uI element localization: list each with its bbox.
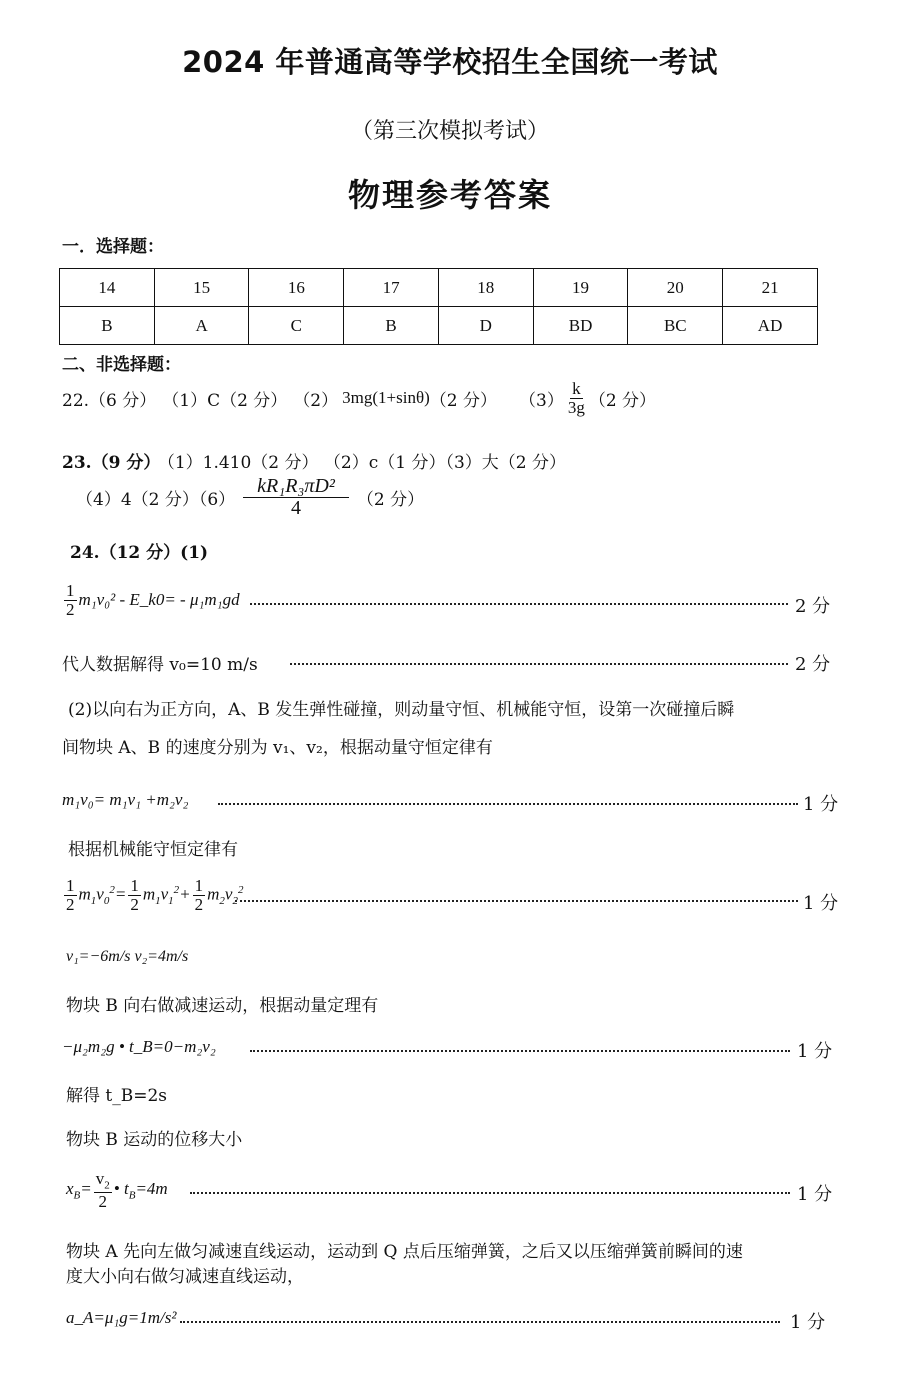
half-fraction: $\frac{1}{2}$	[194, 876, 204, 914]
answer-cell: C	[249, 307, 344, 345]
q24-velocity-results: v₁=−6m/s v₂=4m/s	[66, 948, 189, 965]
q24-a-motion-text-line2: 度大小向右做匀减速直线运动，	[66, 1267, 304, 1287]
half-fraction: $\frac{1}{2}$	[66, 581, 75, 619]
q24-energy-equation	[62, 877, 243, 914]
q24-displacement-equation	[66, 1170, 168, 1211]
fraction-denominator: 3g	[567, 397, 585, 417]
dot-leader	[290, 663, 788, 665]
answer-cell: AD	[723, 307, 818, 345]
q22-part2-suffix: （2 分）	[429, 390, 497, 411]
q24-label: 24.（12 分）(1)	[70, 543, 209, 563]
question-number-row	[60, 269, 818, 307]
score-label: 1 分	[803, 893, 839, 914]
dot-leader	[250, 603, 788, 605]
question-number: 19	[533, 269, 628, 307]
q24-acceleration-equation: a_A=μ₁g=1m/s²	[66, 1308, 177, 1327]
q24-energy-text: 根据机械能守恒定律有	[68, 840, 238, 860]
q24-b-deceleration-text: 物块 B 向右做减速运动，根据动量定理有	[66, 996, 379, 1016]
q22-part3-prefix: （3）	[519, 390, 564, 411]
score-label: 1 分	[790, 1312, 826, 1333]
answer-row	[60, 307, 818, 345]
question-number: 17	[344, 269, 439, 307]
q23-line1	[62, 448, 566, 473]
q23-parts-4-6-prefix: （4）4（2 分）（6）	[76, 490, 236, 510]
fraction-numerator: kR₁R₃πD²	[243, 476, 349, 498]
q22-part3-suffix: （2 分）	[588, 390, 657, 411]
dot-leader	[190, 1192, 790, 1194]
dot-leader	[180, 1321, 780, 1323]
section-2-heading: 二、非选择题：	[62, 355, 181, 375]
q22-label: 22.（6 分）	[62, 390, 157, 411]
q24-equation-1	[62, 582, 240, 619]
q23-line2	[76, 476, 424, 519]
question-number: 14	[60, 269, 155, 307]
velocity-half-fraction: $\frac{v_2}{2}$	[95, 1169, 110, 1211]
q24-part2-text-line2: 间物块 A、B 的速度分别为 v₁、v₂，根据动量守恒定律有	[62, 738, 493, 758]
score-label: 1 分	[797, 1184, 833, 1205]
q23-label: 23.（9 分）	[62, 453, 161, 473]
question-number: 21	[723, 269, 818, 307]
q22-part2-prefix: （2）	[293, 390, 339, 411]
q23-parts-1-3: （1）1.410（2 分） （2）c（1 分）（3）大（2 分）	[166, 453, 567, 473]
answer-cell: A	[154, 307, 249, 345]
answer-cell: B	[60, 307, 155, 345]
q23-part6-fraction	[243, 476, 349, 519]
q24-time-result: 解得 t_B=2s	[66, 1086, 168, 1106]
fraction-numerator: k	[572, 379, 581, 398]
exam-title: 2024 年普通高等学校招生全国统一考试	[182, 45, 718, 79]
q24-impulse-equation: −μ₂m₂g • t_B=0−m₂v₂	[62, 1037, 216, 1056]
score-label: 2 分	[795, 654, 831, 675]
answer-cell: BC	[628, 307, 723, 345]
q23-part6-suffix: （2 分）	[356, 490, 425, 510]
answer-table	[59, 268, 818, 345]
q24-b-displacement-text: 物块 B 运动的位移大小	[66, 1130, 243, 1150]
dot-leader	[218, 803, 798, 805]
score-label: 1 分	[803, 794, 839, 815]
question-number: 15	[154, 269, 249, 307]
q24-a-motion-text-line1: 物块 A 先向左做匀减速直线运动，运动到 Q 点后压缩弹簧，之后又以压缩弹簧前瞬间的速	[66, 1242, 743, 1262]
half-fraction: $\frac{1}{2}$	[130, 876, 139, 914]
score-label: 1 分	[797, 1041, 833, 1062]
q22-part2-expr: 3mg(1+sinθ)	[342, 388, 430, 408]
document-title: 物理参考答案	[347, 176, 552, 214]
fraction-denominator: 4	[291, 497, 302, 519]
exam-subtitle: （第三次模拟考试）	[350, 119, 549, 144]
dot-leader	[250, 1050, 790, 1052]
section-1-heading: 一．选择题：	[62, 237, 164, 257]
question-number: 20	[628, 269, 723, 307]
answer-cell: BD	[533, 307, 628, 345]
question-number: 18	[438, 269, 533, 307]
q24-momentum-equation: m₁v₀= m₁v₁ +m₂v₂	[62, 790, 189, 809]
energy-term: $m_1v_1^2+$	[142, 883, 191, 907]
equation-term: • $t_B=4m$	[113, 1179, 168, 1202]
equation-term: $x_B=$	[66, 1179, 92, 1202]
q24-solution-1: 代人数据解得 v₀=10 m/s	[62, 655, 258, 675]
energy-term: $m_1v_0^2=$	[78, 883, 127, 907]
dot-leader	[235, 900, 798, 902]
q22-part1: （1）C（2 分）	[162, 390, 288, 411]
q22-part3-fraction	[566, 380, 587, 417]
half-fraction: $\frac{1}{2}$	[66, 876, 75, 914]
equation-text: m₁v₀² - E_k0= - μ₁m₁gd	[78, 590, 240, 610]
score-label: 2 分	[795, 596, 831, 617]
question-number: 16	[249, 269, 344, 307]
energy-term: $m_2v_2^2$	[207, 883, 244, 907]
q22-answer	[62, 380, 656, 417]
answer-cell: B	[344, 307, 439, 345]
q24-part2-text-line1: (2)以向右为正方向，A、B 发生弹性碰撞，则动量守恒、机械能守恒，设第一次碰撞后瞬	[68, 700, 735, 720]
answer-cell: D	[438, 307, 533, 345]
